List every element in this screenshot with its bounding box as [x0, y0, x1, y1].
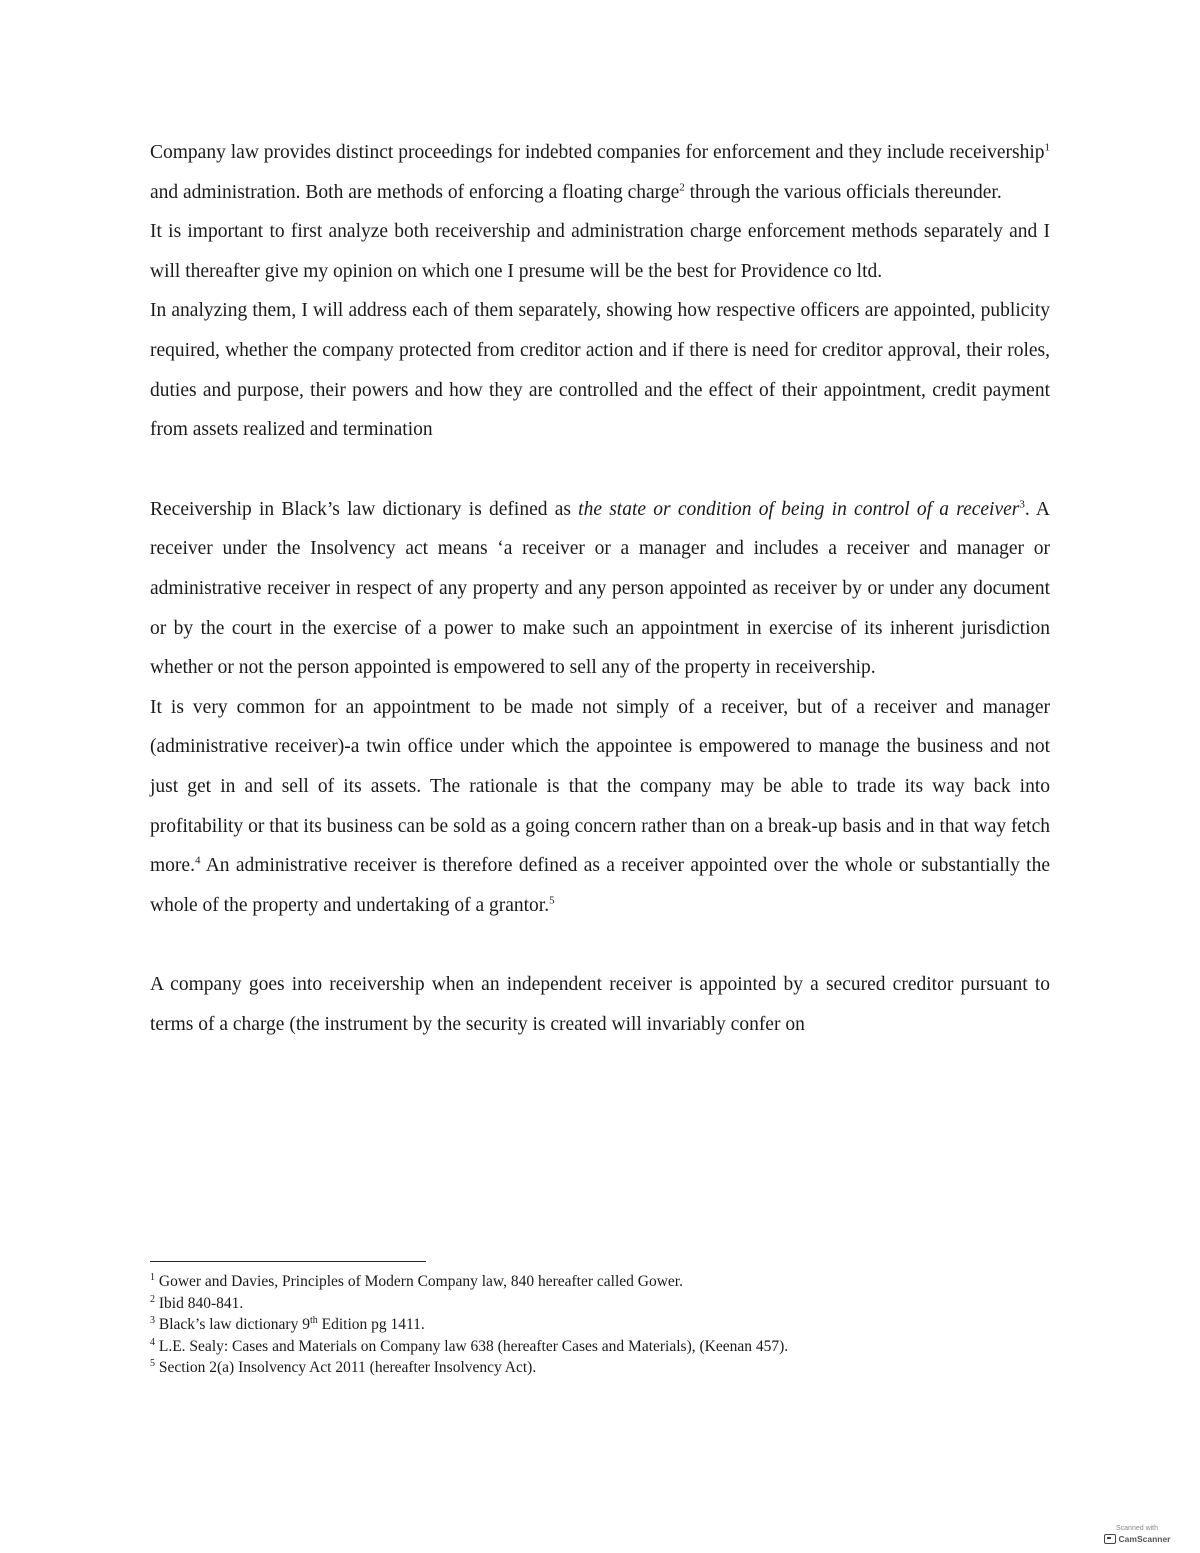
footnote-1: $^1$ Gower and Davies, Principles of Modern Company law, 840 hereafter called Gower. — [150, 1271, 683, 1290]
footnote-ref-1[interactable]: 1 — [1044, 141, 1050, 154]
footnote-ref-2[interactable]: 2 — [679, 181, 685, 194]
camscanner-logo-icon — [1104, 1534, 1116, 1544]
footnote-ref-5[interactable]: 5 — [549, 894, 555, 907]
body-text — [150, 133, 1050, 1044]
paragraph-company-receivership: A company goes into receivership when an independent receiver is appointed by a secured creditor pursuant to terms of a charge (the instrument by the security is created will invariably confer on — [150, 974, 1050, 1035]
paragraph-administrative-receiver: It is very common for an appointment to be made not simply of a receiver, but of a receiver and manager (administrative receiver)-a twin office under which the appointee is empowered to manage the business and not just get in and sell of its assets. The rationale is that the company may be able to trade its way back into profitability or that its business can be sold as a going concern rather than on a break-up basis and in that way fetch more.$^4$ An administrative receiver is therefore defined as a receiver appointed over the whole or substantially the whole of the property and undertaking of a grantor.$^5$ — [150, 696, 1050, 916]
paragraph-approach: In analyzing them, I will address each of them separately, showing how respective officers are appointed, publicity required, whether the company protected from creditor action and if there is need for creditor approval, their roles, duties and purpose, their powers and how they are controlled and the effect of their appointment, credit payment from assets realized and termination — [150, 300, 1050, 441]
paragraph-receivership-definition: Receivership in Black’s law dictionary is defined as the state or condition of being in control of a receiver$^3$. A receiver under the Insolvency act means ‘a receiver or a manager and includes a receiver and manager or administrative receiver in respect of any property and any person appointed as receiver by or under any document or by the court in the exercise of a power to make such an appointment in exercise of its inherent jurisdiction whether or not the person appointed is empowered to sell any of the property in receivership. — [150, 498, 1050, 679]
footnote-separator — [150, 1261, 426, 1262]
footnote-ref-3[interactable]: 3 — [1019, 498, 1025, 511]
footnotes — [150, 1271, 1050, 1379]
footnote-ref-4[interactable]: 4 — [194, 854, 201, 867]
camscanner-watermark: Scanned with CamScanner — [1098, 1524, 1176, 1550]
paragraph-analysis: It is important to first analyze both receivership and administration charge enforcement methods separately and I will thereafter give my opinion on which one I presume will be the best for Providence co ltd. — [150, 221, 1050, 282]
paragraph-intro: Company law provides distinct proceedings for indebted companies for enforcement and they include receivership$^1$ and administration. Both are methods of enforcing a floating charge$^2$ through the various officials thereunder. — [150, 141, 1050, 203]
footnote-2: $^2$ Ibid 840-841. — [150, 1293, 244, 1312]
footnote-4: $^4$ L.E. Sealy: Cases and Materials on Company law 638 (hereafter Cases and Materials), (Keenan 457). — [150, 1336, 789, 1355]
footnote-5: $^5$ Section 2(a) Insolvency Act 2011 (hereafter Insolvency Act). — [150, 1358, 537, 1377]
footnote-3: $^3$ Black’s law dictionary 9th Edition pg 1411. — [150, 1315, 425, 1334]
